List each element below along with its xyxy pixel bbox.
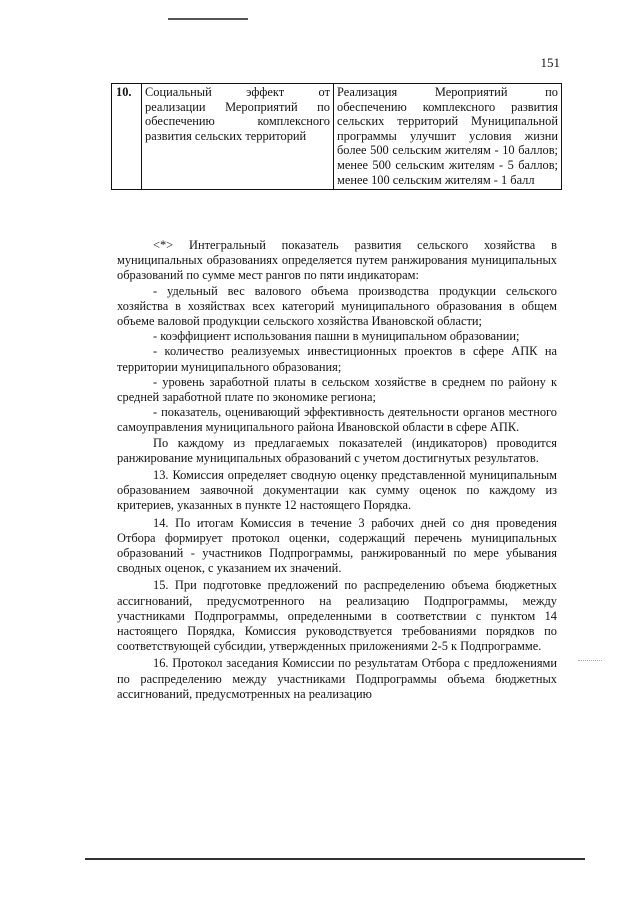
document-body [117, 238, 557, 702]
paragraph-15: 15. При подготовке предложений по распределению объема бюджетных ассигнований, предусмотренного на реализацию Подпрограммы, между участниками Подпрограммы, определенными в соответствии с пунктом 14 настоящего Порядка, Комиссия руководствуется требованиями порядков по соответствующей субсидии, утвержденных приложениями 2-5 к Подпрограмме. [117, 578, 557, 654]
paragraph-14: 14. По итогам Комиссия в течение 3 рабочих дней со дня проведения Отбора формирует протокол оценки, содержащий перечень муниципальных образований - участников Подпрограммы, ранжированный по мере убывания сводных оценок, с указанием их значений. [117, 515, 557, 576]
paragraph-ranking: По каждому из предлагаемых показателей (индикаторов) проводится ранжирование муниципальных образований с учетом достигнутых результатов. [117, 435, 557, 465]
description-cell: Реализация Мероприятий по обеспечению комплексного развития сельских территорий Муниципальной программы улучшит условия жизни более 500 сельским жителям - 10 баллов; менее 500 сельским жителям - 5 баллов; менее 100 сельским жителям - 1 балл [334, 84, 562, 190]
bullet-item: - уровень заработной платы в сельском хозяйстве в среднем по району к средней заработной плате по экономике региона; [117, 374, 557, 405]
bullet-item: - показатель, оценивающий эффективность деятельности органов местного самоуправления муниципального района Ивановской области в сфере АПК. [117, 405, 557, 435]
row-number: 10. [112, 84, 142, 190]
bullet-item: - коэффициент использования пашни в муниципальном образовании; [153, 329, 520, 344]
criterion-cell: Социальный эффект от реализации Мероприятий по обеспечению комплексного развития сельских территорий [142, 84, 334, 190]
scan-artifact-dots [578, 660, 602, 662]
paragraph-13: 13. Комиссия определяет сводную оценку представленной муниципальным образованием заявочной документации как сумму оценок по каждому из критериев, указанных в пункте 12 настоящего Порядка. [117, 468, 557, 513]
bullet-item: - удельный вес валового объема производства продукции сельского хозяйства в хозяйствах всех категорий муниципального образования в общем объеме валовой продукции сельского хозяйства Ивановской области; [117, 283, 557, 329]
page-number: 151 [540, 55, 560, 70]
bullet-item: - количество реализуемых инвестиционных проектов в сфере АПК на территории муниципального образования; [117, 344, 557, 374]
table-row [112, 84, 562, 190]
criteria-table [111, 83, 562, 190]
scan-artifact-line [168, 18, 248, 20]
paragraph-footnote: <*> Интегральный показатель развития сельского хозяйства в муниципальных образованиях определяется путем ранжирования муниципальных образований по сумме мест рангов по пяти индикаторам: [117, 238, 557, 283]
scan-artifact-line [85, 858, 585, 860]
paragraph-16: 16. Протокол заседания Комиссии по результатам Отбора с предложениями по распределению между участниками Подпрограммы объема бюджетных ассигнований, предусмотренных на реализацию [117, 656, 557, 701]
